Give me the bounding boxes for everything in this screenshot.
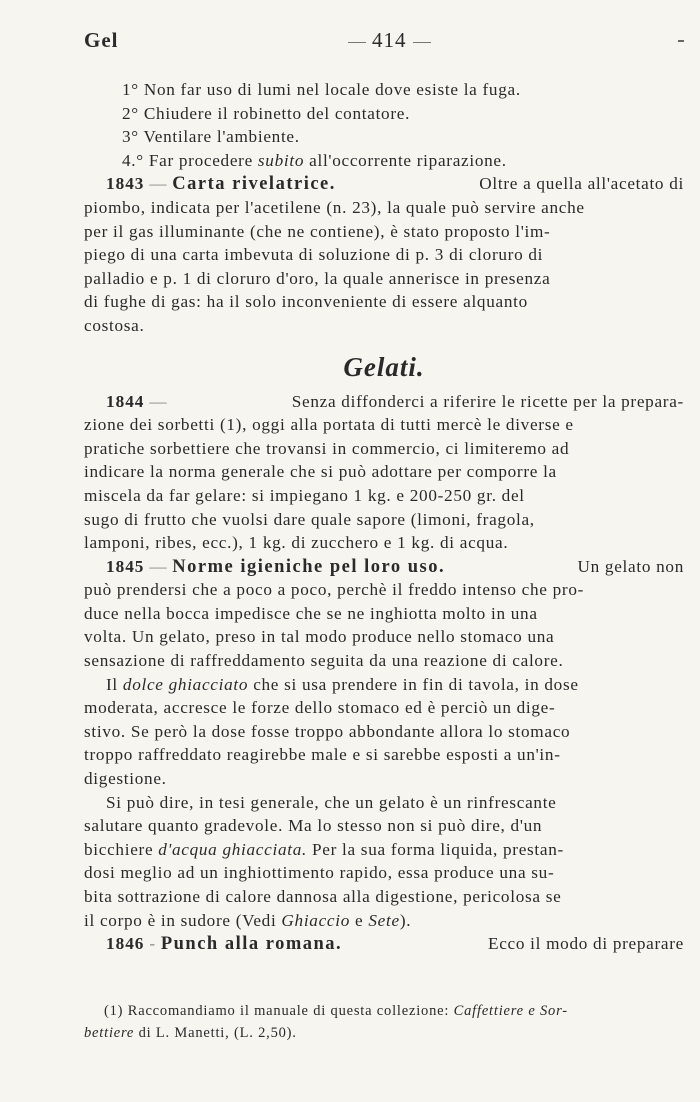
paragraph-line: piombo, indicata per l'acetilene (n. 23), la quale può servire anche [84,197,585,217]
paragraph-1846-line: 1846 - Punch alla romana. Ecco il modo di preparare [106,934,684,955]
paragraph-1845-line: 1845 — Norme igieniche pel loro uso. Un gelato non [106,556,684,577]
entry-title: Punch alla romana. [160,934,343,955]
paragraph-line: di fughe di gas: ha il solo inconveniente di essere alquanto [84,292,528,312]
footnote [84,1000,684,1044]
emphasis: bettiere [84,1025,135,1041]
paragraph-line: bicchiere d'acqua ghiacciata. Per la sua forma liquida, prestan- [84,839,564,859]
list-item: 4.° Far procedere subito all'occorrente riparazione. [122,150,507,170]
paragraph-line: costosa. [84,315,145,335]
paragraph-line: può prendersi che a poco a poco, perchè il freddo intenso che pro- [84,580,585,600]
paragraph-line: pratiche sorbettiere che trovansi in commercio, ci limiteremo ad [84,438,570,458]
entry-number: 1843 [106,174,145,194]
emphasis: Caffettiere e Sor- [453,1003,568,1019]
emphasis: Sete [368,910,400,930]
emphasis: d'acqua ghiacciata. [158,839,307,859]
paragraph-line: duce nella bocca impedisce che se ne inghiotta molto in una [84,603,538,623]
emphasis: Ghiaccio [281,910,351,930]
paragraph-line: miscela da far gelare: si impiegano 1 kg. e 200-250 gr. del [84,485,525,505]
paragraph-line: Il dolce ghiacciato che si usa prendere in fin di tavola, in dose [106,674,579,694]
paragraph-line: per il gas illuminante (che ne contiene), è stato proposto l'im- [84,221,551,241]
paragraph-line: salutare quanto gradevole. Ma lo stesso non si può dire, d'un [84,816,543,836]
running-header [84,28,684,54]
paragraph-line: indicare la norma generale che si può adottare per comporre la [84,462,557,482]
paragraph-line: il corpo è in sudore (Vedi Ghiaccio e Sete). [84,910,412,930]
list-item: 1° Non far uso di lumi nel locale dove esiste la fuga. [122,80,521,99]
page-body [84,78,684,956]
paragraph-line: sensazione di raffreddamento seguita da una reazione di calore. [84,651,564,671]
footnote-line: (1) Raccomandiamo il manuale di questa collezione: Caffettiere e Sor- [104,1003,568,1019]
section-title: Gelati. [343,351,425,382]
emphasis: subito [257,150,305,170]
entry-title: Carta rivelatrice. [172,174,336,195]
emphasis: dolce ghiacciato [122,674,249,694]
entry-number: 1845 [106,556,145,576]
page-number: 414 [342,28,437,53]
footnote-line: bettiere di L. Manetti, (L. 2,50). [84,1025,297,1041]
entry-number: 1844 [106,391,145,411]
list-item: 2° Chiudere il robinetto del contatore. [122,103,411,123]
paragraph-line: bita sottrazione di calore dannosa alla digestione, pericolosa se [84,887,562,906]
entry-number: 1846 [106,934,145,954]
paragraph-line: piego di una carta imbevuta di soluzione di p. 3 di cloruro di [84,245,544,265]
paragraph-line: moderata, accresce le forze dello stomaco ed è perciò un dige- [84,698,556,718]
header-section: Gel [84,28,119,52]
paragraph-1844-line: 1844 — Senza diffonderci a riferire le ricette per la prepara- [106,391,684,411]
paragraph-line: volta. Un gelato, preso in tal modo produce nello stomaco una [84,627,555,647]
header-mark [678,40,684,42]
paragraph-line: dosi meglio ad un inghiottimento rapido, essa produce una su- [84,863,555,883]
paragraph-line: stivo. Se però la dose fosse troppo abbondante allora lo stomaco [84,721,571,741]
paragraph-line: sugo di frutto che vuolsi dare quale sapore (limoni, fragola, [84,509,535,529]
paragraph-line: palladio e p. 1 di cloruro d'oro, la quale annerisce in presenza [84,268,551,288]
paragraph-1843-line: 1843 — Carta rivelatrice. Oltre a quella all'acetato di [106,174,684,195]
paragraph-line: lamponi, ribes, ecc.), 1 kg. di zucchero e 1 kg. di acqua. [84,533,509,553]
paragraph-line: Si può dire, in tesi generale, che un gelato è un rinfrescante [106,792,557,812]
paragraph-line: troppo raffreddato reagirebbe male e si sarebbe esposti a un'in- [84,745,561,765]
paragraph-line: zione dei sorbetti (1), oggi alla portata di tutti mercè le diverse e [84,415,574,435]
entry-title: Norme igieniche pel loro uso. [172,556,446,577]
paragraph-line: digestione. [84,769,167,789]
list-item: 3° Ventilare l'ambiente. [122,127,300,147]
